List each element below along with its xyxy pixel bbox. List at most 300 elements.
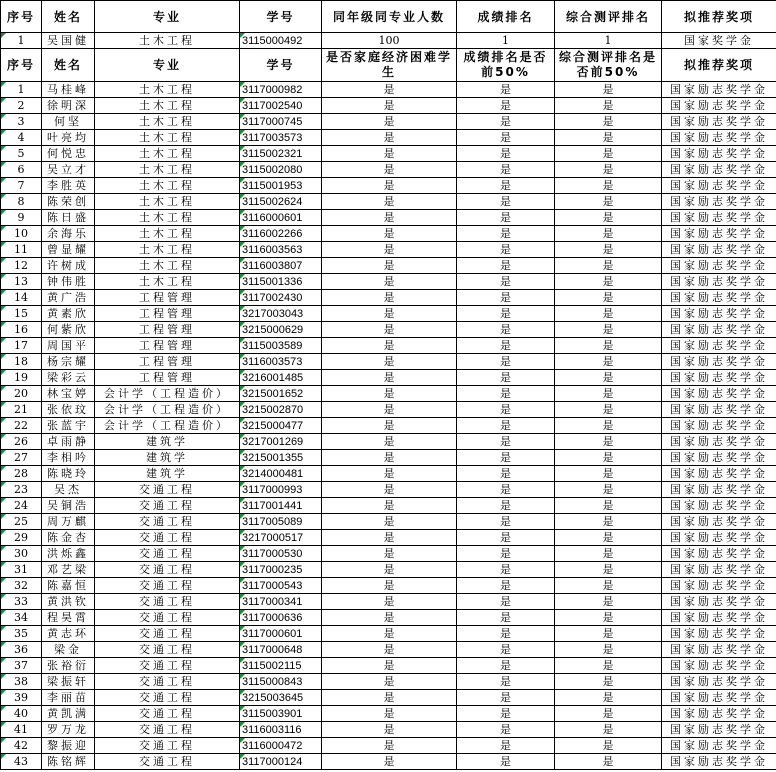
cell-name[interactable]: 何悦忠 [42,146,95,162]
cell-index[interactable]: 28 [1,466,42,482]
cell-hardship[interactable]: 是 [322,290,457,306]
cell-student-id[interactable]: 3117003573 [240,130,322,146]
cell-student-id[interactable]: 3215001652 [240,386,322,402]
cell-major[interactable]: 交通工程 [95,514,240,530]
cell-name[interactable]: 吴国健 [42,33,95,49]
cell-award[interactable]: 国家励志奖学金 [662,546,776,562]
cell-grade-top50[interactable]: 是 [457,610,555,626]
cell-award[interactable]: 国家励志奖学金 [662,626,776,642]
cell-award[interactable]: 国家励志奖学金 [662,130,776,146]
cell-major[interactable]: 工程管理 [95,354,240,370]
cell-major[interactable]: 土木工程 [95,98,240,114]
cell-major[interactable]: 会计学（工程造价） [95,418,240,434]
cell-index[interactable]: 27 [1,450,42,466]
cell-grade-top50[interactable]: 是 [457,162,555,178]
cell-student-id[interactable]: 3116003116 [240,722,322,738]
cell-name[interactable]: 程昊霄 [42,610,95,626]
cell-grade-top50[interactable]: 是 [457,434,555,450]
cell-student-id[interactable]: 3115003589 [240,338,322,354]
cell-name[interactable]: 黎振迎 [42,738,95,754]
cell-index[interactable]: 24 [1,498,42,514]
cell-award[interactable]: 国家励志奖学金 [662,738,776,754]
cell-student-id[interactable]: 3117000982 [240,82,322,98]
cell-overall-top50[interactable]: 是 [555,290,662,306]
cell-award[interactable]: 国家励志奖学金 [662,274,776,290]
cell-hardship[interactable]: 是 [322,658,457,674]
cell-grade-top50[interactable]: 是 [457,82,555,98]
cell-major[interactable]: 交通工程 [95,626,240,642]
cell-grade-top50[interactable]: 是 [457,418,555,434]
cell-hardship[interactable]: 是 [322,226,457,242]
cell-student-id[interactable]: 3115002321 [240,146,322,162]
cell-hardship[interactable]: 是 [322,530,457,546]
cell-grade-top50[interactable]: 是 [457,258,555,274]
cell-grade-top50[interactable]: 是 [457,130,555,146]
cell-index[interactable]: 38 [1,674,42,690]
cell-student-id[interactable]: 3116002266 [240,226,322,242]
cell-student-id[interactable]: 3217000517 [240,530,322,546]
cell-award[interactable]: 国家励志奖学金 [662,354,776,370]
cell-student-id[interactable]: 3117002540 [240,98,322,114]
cell-overall-top50[interactable]: 是 [555,322,662,338]
cell-name[interactable]: 陈晓玲 [42,466,95,482]
cell-hardship[interactable]: 是 [322,482,457,498]
cell-overall-top50[interactable]: 是 [555,386,662,402]
cell-name[interactable]: 梁彩云 [42,370,95,386]
cell-major[interactable]: 土木工程 [95,274,240,290]
cell-name[interactable]: 李胜英 [42,178,95,194]
cell-index[interactable]: 15 [1,306,42,322]
cell-grade-top50[interactable]: 是 [457,354,555,370]
cell-award[interactable]: 国家励志奖学金 [662,370,776,386]
cell-index[interactable]: 3 [1,114,42,130]
cell-grade-rank[interactable]: 1 [457,33,555,49]
cell-student-id[interactable]: 3116003573 [240,354,322,370]
cell-name[interactable]: 何坚 [42,114,95,130]
cell-award[interactable]: 国家励志奖学金 [662,498,776,514]
cell-major[interactable]: 交通工程 [95,594,240,610]
cell-major[interactable]: 土木工程 [95,178,240,194]
cell-name[interactable]: 马桂峰 [42,82,95,98]
cell-grade-top50[interactable]: 是 [457,290,555,306]
cell-overall-top50[interactable]: 是 [555,130,662,146]
cell-award[interactable]: 国家励志奖学金 [662,98,776,114]
cell-student-id[interactable]: 3117000530 [240,546,322,562]
cell-student-id[interactable]: 3117000124 [240,754,322,770]
cell-grade-top50[interactable]: 是 [457,386,555,402]
cell-name[interactable]: 黄洪钦 [42,594,95,610]
cell-hardship[interactable]: 是 [322,450,457,466]
cell-name[interactable]: 张裕衍 [42,658,95,674]
cell-index[interactable]: 1 [1,33,42,49]
cell-grade-top50[interactable]: 是 [457,322,555,338]
cell-hardship[interactable]: 是 [322,210,457,226]
cell-award[interactable]: 国家励志奖学金 [662,642,776,658]
cell-student-id[interactable]: 3115002115 [240,658,322,674]
cell-overall-top50[interactable]: 是 [555,722,662,738]
cell-grade-top50[interactable]: 是 [457,114,555,130]
cell-hardship[interactable]: 是 [322,626,457,642]
cell-index[interactable]: 29 [1,530,42,546]
cell-grade-top50[interactable]: 是 [457,210,555,226]
cell-grade-top50[interactable]: 是 [457,98,555,114]
cell-award[interactable]: 国家励志奖学金 [662,530,776,546]
cell-hardship[interactable]: 是 [322,514,457,530]
cell-grade-top50[interactable]: 是 [457,450,555,466]
cell-grade-top50[interactable]: 是 [457,370,555,386]
cell-major[interactable]: 交通工程 [95,642,240,658]
cell-name[interactable]: 周万麒 [42,514,95,530]
cell-index[interactable]: 21 [1,402,42,418]
cell-overall-top50[interactable]: 是 [555,674,662,690]
cell-name[interactable]: 周国平 [42,338,95,354]
cell-grade-top50[interactable]: 是 [457,146,555,162]
cell-index[interactable]: 1 [1,82,42,98]
cell-student-id[interactable]: 3117005089 [240,514,322,530]
cell-grade-top50[interactable]: 是 [457,674,555,690]
cell-major[interactable]: 建筑学 [95,434,240,450]
cell-name[interactable]: 陈荣创 [42,194,95,210]
cell-grade-top50[interactable]: 是 [457,498,555,514]
cell-name[interactable]: 黄广浩 [42,290,95,306]
cell-hardship[interactable]: 是 [322,610,457,626]
cell-student-id[interactable]: 3117001441 [240,498,322,514]
cell-index[interactable]: 12 [1,258,42,274]
cell-major[interactable]: 土木工程 [95,194,240,210]
cell-hardship[interactable]: 是 [322,162,457,178]
cell-hardship[interactable]: 是 [322,738,457,754]
cell-index[interactable]: 33 [1,594,42,610]
cell-overall-top50[interactable]: 是 [555,274,662,290]
cell-index[interactable]: 26 [1,434,42,450]
cell-name[interactable]: 曾显耀 [42,242,95,258]
cell-hardship[interactable]: 是 [322,194,457,210]
cell-student-id[interactable]: 3115001336 [240,274,322,290]
cell-major[interactable]: 交通工程 [95,578,240,594]
cell-hardship[interactable]: 是 [322,386,457,402]
cell-hardship[interactable]: 是 [322,722,457,738]
cell-overall-top50[interactable]: 是 [555,562,662,578]
cell-major[interactable]: 土木工程 [95,210,240,226]
cell-overall-top50[interactable]: 是 [555,162,662,178]
cell-award[interactable]: 国家励志奖学金 [662,322,776,338]
cell-award[interactable]: 国家励志奖学金 [662,658,776,674]
cell-hardship[interactable]: 是 [322,546,457,562]
cell-grade-top50[interactable]: 是 [457,274,555,290]
cell-name[interactable]: 陈金杏 [42,530,95,546]
cell-student-id[interactable]: 3216001485 [240,370,322,386]
cell-name[interactable]: 黄素欣 [42,306,95,322]
cell-grade-top50[interactable]: 是 [457,546,555,562]
cell-major[interactable]: 交通工程 [95,498,240,514]
cell-major[interactable]: 交通工程 [95,546,240,562]
cell-name[interactable]: 洪烁鑫 [42,546,95,562]
cell-name[interactable]: 余海乐 [42,226,95,242]
cell-grade-top50[interactable]: 是 [457,658,555,674]
cell-name[interactable]: 杨宗耀 [42,354,95,370]
cell-overall-top50[interactable]: 是 [555,226,662,242]
cell-hardship[interactable]: 是 [322,242,457,258]
cell-overall-top50[interactable]: 是 [555,498,662,514]
cell-award[interactable]: 国家励志奖学金 [662,754,776,770]
cell-index[interactable]: 6 [1,162,42,178]
cell-major[interactable]: 土木工程 [95,82,240,98]
cell-overall-top50[interactable]: 是 [555,306,662,322]
cell-overall-top50[interactable]: 是 [555,82,662,98]
cell-index[interactable]: 34 [1,610,42,626]
cell-student-id[interactable]: 3214000481 [240,466,322,482]
cell-major[interactable]: 交通工程 [95,482,240,498]
cell-index[interactable]: 18 [1,354,42,370]
cell-grade-top50[interactable]: 是 [457,530,555,546]
cell-name[interactable]: 吴立才 [42,162,95,178]
cell-hardship[interactable]: 是 [322,354,457,370]
cell-student-id[interactable]: 3116003807 [240,258,322,274]
cell-major[interactable]: 建筑学 [95,466,240,482]
cell-overall-top50[interactable]: 是 [555,370,662,386]
cell-name[interactable]: 陈嘉恒 [42,578,95,594]
cell-major[interactable]: 土木工程 [95,33,240,49]
cell-grade-top50[interactable]: 是 [457,578,555,594]
cell-major[interactable]: 交通工程 [95,658,240,674]
cell-index[interactable]: 17 [1,338,42,354]
cell-award[interactable]: 国家励志奖学金 [662,258,776,274]
cell-index[interactable]: 11 [1,242,42,258]
cell-award[interactable]: 国家励志奖学金 [662,722,776,738]
cell-hardship[interactable]: 是 [322,274,457,290]
cell-award[interactable]: 国家励志奖学金 [662,562,776,578]
cell-award[interactable]: 国家励志奖学金 [662,114,776,130]
cell-index[interactable]: 14 [1,290,42,306]
cell-student-id[interactable]: 3115002624 [240,194,322,210]
cell-major[interactable]: 交通工程 [95,610,240,626]
cell-grade-top50[interactable]: 是 [457,706,555,722]
cell-overall-top50[interactable]: 是 [555,466,662,482]
cell-overall-top50[interactable]: 是 [555,450,662,466]
cell-name[interactable]: 黄志环 [42,626,95,642]
cell-name[interactable]: 何紫欣 [42,322,95,338]
cell-major[interactable]: 建筑学 [95,450,240,466]
cell-overall-top50[interactable]: 是 [555,194,662,210]
cell-major[interactable]: 土木工程 [95,114,240,130]
cell-index[interactable]: 25 [1,514,42,530]
cell-hardship[interactable]: 是 [322,130,457,146]
cell-overall-top50[interactable]: 是 [555,578,662,594]
cell-award[interactable]: 国家励志奖学金 [662,610,776,626]
cell-major[interactable]: 工程管理 [95,290,240,306]
cell-hardship[interactable]: 是 [322,114,457,130]
cell-name[interactable]: 叶亮均 [42,130,95,146]
cell-overall-top50[interactable]: 是 [555,146,662,162]
cell-index[interactable]: 42 [1,738,42,754]
cell-overall-top50[interactable]: 是 [555,354,662,370]
cell-major[interactable]: 土木工程 [95,242,240,258]
cell-index[interactable]: 32 [1,578,42,594]
cell-index[interactable]: 13 [1,274,42,290]
cell-name[interactable]: 罗万龙 [42,722,95,738]
cell-award[interactable]: 国家励志奖学金 [662,514,776,530]
cell-overall-top50[interactable]: 是 [555,754,662,770]
cell-name[interactable]: 林宝婷 [42,386,95,402]
cell-award[interactable]: 国家励志奖学金 [662,338,776,354]
cell-student-id[interactable]: 3215001355 [240,450,322,466]
cell-hardship[interactable]: 是 [322,562,457,578]
cell-student-id[interactable]: 3115002080 [240,162,322,178]
cell-major[interactable]: 工程管理 [95,322,240,338]
cell-hardship[interactable]: 是 [322,642,457,658]
cell-index[interactable]: 30 [1,546,42,562]
cell-hardship[interactable]: 是 [322,418,457,434]
cell-index[interactable]: 20 [1,386,42,402]
cell-overall-top50[interactable]: 是 [555,738,662,754]
cell-name[interactable]: 邓艺梁 [42,562,95,578]
cell-index[interactable]: 40 [1,706,42,722]
cell-award[interactable]: 国家励志奖学金 [662,290,776,306]
cell-overall-top50[interactable]: 是 [555,98,662,114]
cell-major[interactable]: 土木工程 [95,162,240,178]
cell-grade-top50[interactable]: 是 [457,754,555,770]
cell-major[interactable]: 土木工程 [95,130,240,146]
cell-overall-top50[interactable]: 是 [555,434,662,450]
cell-hardship[interactable]: 是 [322,82,457,98]
cell-grade-top50[interactable]: 是 [457,338,555,354]
cell-overall-top50[interactable]: 是 [555,402,662,418]
cell-name[interactable]: 徐明深 [42,98,95,114]
cell-overall-top50[interactable]: 是 [555,690,662,706]
cell-student-id[interactable]: 3116000472 [240,738,322,754]
cell-award[interactable]: 国家励志奖学金 [662,418,776,434]
cell-student-id[interactable]: 3215000477 [240,418,322,434]
cell-student-id[interactable]: 3215002870 [240,402,322,418]
cell-name[interactable]: 吴铜浩 [42,498,95,514]
cell-hardship[interactable]: 是 [322,370,457,386]
cell-grade-top50[interactable]: 是 [457,242,555,258]
cell-index[interactable]: 16 [1,322,42,338]
cell-hardship[interactable]: 是 [322,146,457,162]
cell-index[interactable]: 41 [1,722,42,738]
cell-hardship[interactable]: 是 [322,258,457,274]
cell-hardship[interactable]: 是 [322,338,457,354]
cell-award[interactable]: 国家励志奖学金 [662,690,776,706]
cell-name[interactable]: 卓雨静 [42,434,95,450]
cell-major[interactable]: 会计学（工程造价） [95,386,240,402]
cell-hardship[interactable]: 是 [322,98,457,114]
cell-award[interactable]: 国家奖学金 [662,33,776,49]
cell-grade-top50[interactable]: 是 [457,722,555,738]
cell-overall-top50[interactable]: 是 [555,706,662,722]
cell-overall-top50[interactable]: 是 [555,658,662,674]
cell-major[interactable]: 交通工程 [95,706,240,722]
cell-cohort-size[interactable]: 100 [322,33,457,49]
cell-hardship[interactable]: 是 [322,306,457,322]
cell-name[interactable]: 陈铭辉 [42,754,95,770]
cell-student-id[interactable]: 3117000636 [240,610,322,626]
cell-hardship[interactable]: 是 [322,178,457,194]
cell-student-id[interactable]: 3117000341 [240,594,322,610]
cell-index[interactable]: 8 [1,194,42,210]
cell-name[interactable]: 陈日盛 [42,210,95,226]
cell-award[interactable]: 国家励志奖学金 [662,434,776,450]
cell-award[interactable]: 国家励志奖学金 [662,226,776,242]
cell-hardship[interactable]: 是 [322,690,457,706]
cell-index[interactable]: 10 [1,226,42,242]
cell-award[interactable]: 国家励志奖学金 [662,146,776,162]
cell-hardship[interactable]: 是 [322,434,457,450]
cell-overall-top50[interactable]: 是 [555,418,662,434]
cell-hardship[interactable]: 是 [322,466,457,482]
cell-major[interactable]: 交通工程 [95,690,240,706]
cell-student-id[interactable]: 3215003645 [240,690,322,706]
cell-name[interactable]: 张蓝宇 [42,418,95,434]
cell-student-id[interactable]: 3116003563 [240,242,322,258]
cell-hardship[interactable]: 是 [322,674,457,690]
cell-award[interactable]: 国家励志奖学金 [662,306,776,322]
cell-name[interactable]: 梁振轩 [42,674,95,690]
cell-award[interactable]: 国家励志奖学金 [662,706,776,722]
cell-index[interactable]: 43 [1,754,42,770]
cell-award[interactable]: 国家励志奖学金 [662,578,776,594]
cell-index[interactable]: 2 [1,98,42,114]
cell-grade-top50[interactable]: 是 [457,594,555,610]
cell-award[interactable]: 国家励志奖学金 [662,450,776,466]
cell-overall-top50[interactable]: 是 [555,514,662,530]
cell-index[interactable]: 22 [1,418,42,434]
cell-student-id[interactable]: 3115000492 [240,33,322,49]
cell-award[interactable]: 国家励志奖学金 [662,402,776,418]
cell-overall-top50[interactable]: 是 [555,210,662,226]
cell-grade-top50[interactable]: 是 [457,514,555,530]
cell-grade-top50[interactable]: 是 [457,482,555,498]
cell-major[interactable]: 会计学（工程造价） [95,402,240,418]
cell-overall-rank[interactable]: 1 [555,33,662,49]
cell-name[interactable]: 许树成 [42,258,95,274]
cell-name[interactable]: 李相吟 [42,450,95,466]
cell-major[interactable]: 土木工程 [95,226,240,242]
cell-major[interactable]: 工程管理 [95,338,240,354]
cell-student-id[interactable]: 3117000648 [240,642,322,658]
cell-index[interactable]: 23 [1,482,42,498]
cell-student-id[interactable]: 3217003043 [240,306,322,322]
cell-student-id[interactable]: 3117002430 [240,290,322,306]
cell-overall-top50[interactable]: 是 [555,338,662,354]
cell-grade-top50[interactable]: 是 [457,178,555,194]
cell-index[interactable]: 4 [1,130,42,146]
cell-overall-top50[interactable]: 是 [555,546,662,562]
cell-student-id[interactable]: 3117000745 [240,114,322,130]
cell-overall-top50[interactable]: 是 [555,626,662,642]
cell-award[interactable]: 国家励志奖学金 [662,386,776,402]
cell-name[interactable]: 梁金 [42,642,95,658]
cell-award[interactable]: 国家励志奖学金 [662,674,776,690]
cell-major[interactable]: 工程管理 [95,370,240,386]
cell-award[interactable]: 国家励志奖学金 [662,466,776,482]
cell-student-id[interactable]: 3115000843 [240,674,322,690]
cell-grade-top50[interactable]: 是 [457,402,555,418]
cell-name[interactable]: 张依玟 [42,402,95,418]
cell-index[interactable]: 19 [1,370,42,386]
cell-grade-top50[interactable]: 是 [457,562,555,578]
cell-student-id[interactable]: 3117000993 [240,482,322,498]
cell-grade-top50[interactable]: 是 [457,306,555,322]
cell-student-id[interactable]: 3117000601 [240,626,322,642]
cell-student-id[interactable]: 3117000543 [240,578,322,594]
cell-award[interactable]: 国家励志奖学金 [662,482,776,498]
cell-student-id[interactable]: 3117000235 [240,562,322,578]
cell-major[interactable]: 土木工程 [95,146,240,162]
cell-major[interactable]: 工程管理 [95,306,240,322]
cell-overall-top50[interactable]: 是 [555,482,662,498]
cell-overall-top50[interactable]: 是 [555,114,662,130]
